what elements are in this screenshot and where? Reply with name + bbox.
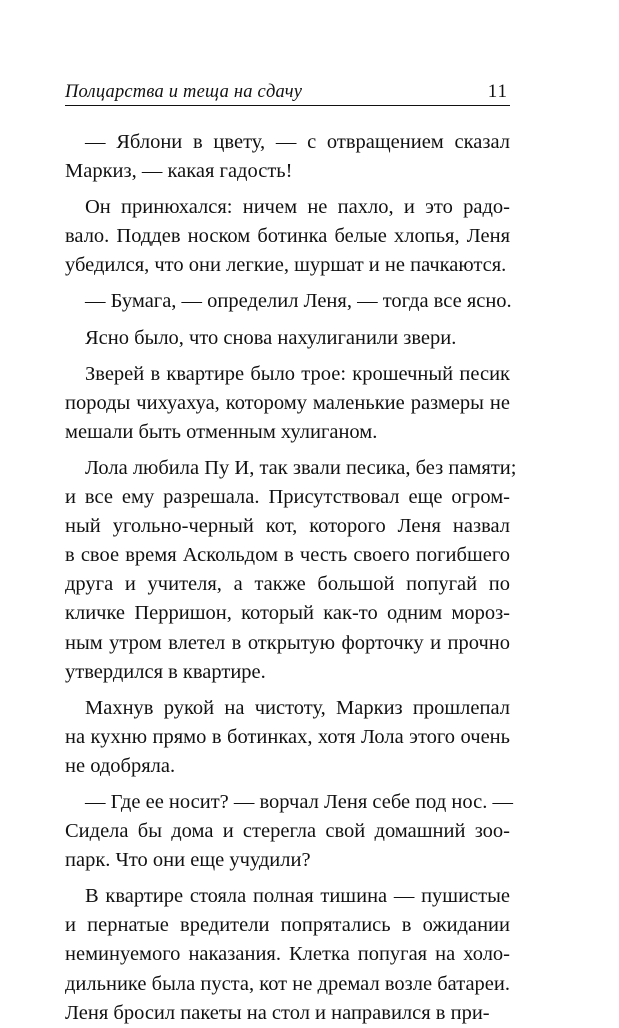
paragraph [65,193,510,280]
text-line: — Бумага, — определил Леня, — тогда все ясно. [85,290,512,313]
text-line: кличке Перришон, который как-то одним мороз- [65,602,510,625]
text-line: Ясно было, что снова нахулиганили звери. [85,326,457,349]
text-line: породы чихуахуа, которому маленькие размеры не [65,391,510,414]
text-line: не одобряла. [65,754,176,777]
paragraph [65,882,510,1027]
body-text [65,128,517,1028]
paragraph [65,128,510,186]
text-line: ный угольно-черный кот, которого Леня назвал [65,515,510,538]
text-line: мешали быть отменным хулиганом. [65,420,378,443]
text-line: Маркиз, — какая гадость! [65,160,293,183]
running-header [65,80,510,106]
page-number: 11 [487,81,508,102]
text-line: ным утром влетел в открытую форточку и прочно [65,631,510,654]
text-line: и пернатые вредители попрятались в ожидании [65,914,510,937]
text-line: в свое время Аскольдом в честь своего погибшего [65,544,510,567]
text-line: Лола любила Пу И, так звали песика, без памяти; [85,456,517,479]
paragraph [65,324,510,353]
text-line: В квартире стояла полная тишина — пушистые [85,885,510,908]
text-line: Махнув рукой на чистоту, Маркиз прошлепал [85,696,510,719]
text-line: и все ему разрешала. Присутствовал еще огром- [65,486,510,509]
text-line: неминуемого наказания. Клетка попугая на холо- [65,943,510,966]
paragraph [65,788,513,875]
paragraph [65,454,517,687]
text-line: Сидела бы дома и стерегла свой домашний зоо- [65,820,510,843]
paragraph [65,360,510,447]
text-line: — Яблони в цвету, — с отвращением сказал [85,131,510,153]
text-line: Зверей в квартире было трое: крошечный песик [85,362,510,385]
text-line: — Где ее носит? — ворчал Леня себе под нос. — [85,790,513,813]
text-line: друга и учителя, а также большой попугай по [65,573,510,596]
paragraph [65,694,510,781]
header-rule [65,105,510,106]
text-line: вало. Поддев носком ботинка белые хлопья, Леня [65,225,510,248]
text-line: Он принюхался: ничем не пахло, и это радо- [85,196,510,219]
text-line: убедился, что они легкие, шуршат и не пачкаются. [65,254,507,277]
text-line: парк. Что они еще учудили? [65,849,311,872]
running-title: Полцарства и теща на сдачу [65,82,303,102]
text-line: на кухню прямо в ботинках, хотя Лола этого очень [65,725,510,748]
text-line: утвердился в квартире. [65,660,266,683]
text-line: дильнике была пуста, кот не дремал возле батареи. [65,972,510,995]
text-line: Леня бросил пакеты на стол и направился в при- [65,1001,490,1024]
paragraph [65,287,510,316]
